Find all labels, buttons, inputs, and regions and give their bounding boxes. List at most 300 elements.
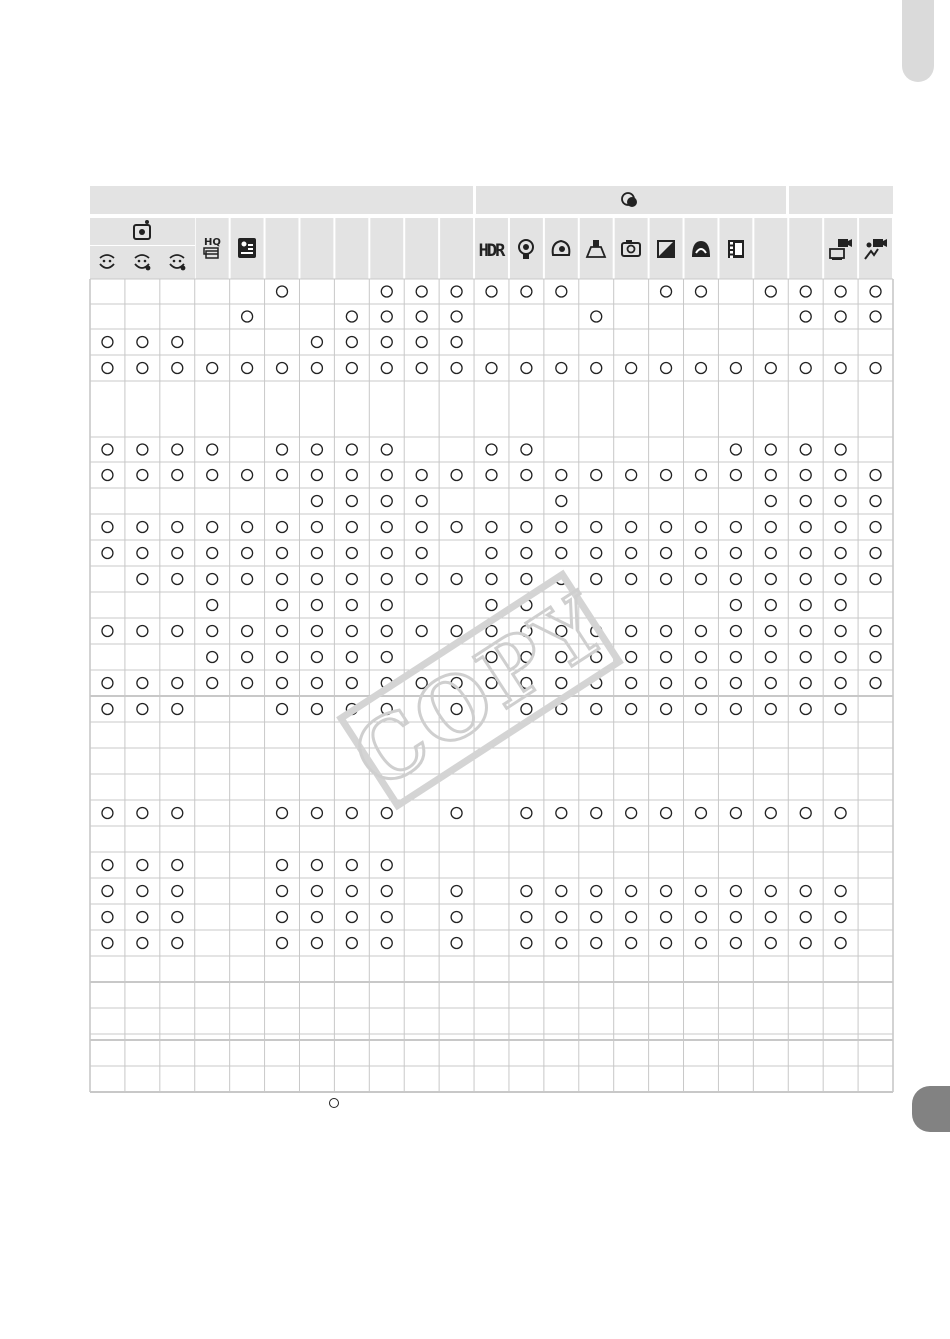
available-mark-icon bbox=[381, 522, 392, 533]
available-mark-icon bbox=[346, 938, 357, 949]
available-mark-icon bbox=[765, 678, 776, 689]
available-mark-icon bbox=[486, 522, 497, 533]
available-mark-icon bbox=[451, 574, 462, 585]
available-mark-icon bbox=[346, 678, 357, 689]
available-mark-icon bbox=[277, 363, 288, 374]
available-mark-icon bbox=[556, 522, 567, 533]
available-mark-icon bbox=[416, 337, 427, 348]
svg-text:HQ: HQ bbox=[204, 237, 221, 248]
available-mark-icon bbox=[451, 808, 462, 819]
available-mark-icon bbox=[870, 652, 881, 663]
available-mark-icon bbox=[172, 337, 183, 348]
available-mark-icon bbox=[835, 363, 846, 374]
available-mark-icon bbox=[137, 626, 148, 637]
available-mark-icon bbox=[765, 548, 776, 559]
available-mark-icon bbox=[137, 444, 148, 455]
available-mark-icon bbox=[835, 548, 846, 559]
available-mark-icon bbox=[242, 548, 253, 559]
available-mark-icon bbox=[451, 337, 462, 348]
available-mark-icon bbox=[835, 626, 846, 637]
available-mark-icon bbox=[661, 363, 672, 374]
available-mark-icon bbox=[102, 548, 113, 559]
available-mark-icon bbox=[835, 574, 846, 585]
available-mark-icon bbox=[661, 470, 672, 481]
available-mark-icon bbox=[591, 548, 602, 559]
available-mark-icon bbox=[765, 652, 776, 663]
available-mark-icon bbox=[870, 678, 881, 689]
available-mark-icon bbox=[591, 938, 602, 949]
available-mark-icon bbox=[137, 678, 148, 689]
available-mark-icon bbox=[591, 808, 602, 819]
available-mark-icon bbox=[416, 311, 427, 322]
available-mark-icon bbox=[695, 363, 706, 374]
available-mark-icon bbox=[346, 912, 357, 923]
available-mark-icon bbox=[626, 363, 637, 374]
available-mark-icon bbox=[661, 678, 672, 689]
available-mark-icon bbox=[381, 286, 392, 297]
available-mark-icon bbox=[661, 548, 672, 559]
available-mark-icon bbox=[416, 496, 427, 507]
available-mark-icon bbox=[800, 363, 811, 374]
available-mark-icon bbox=[730, 600, 741, 611]
available-mark-icon bbox=[381, 808, 392, 819]
available-mark-icon bbox=[277, 286, 288, 297]
available-mark-icon bbox=[172, 470, 183, 481]
available-mark-icon bbox=[311, 626, 322, 637]
available-mark-icon bbox=[416, 574, 427, 585]
available-mark-icon bbox=[207, 574, 218, 585]
available-mark-icon bbox=[765, 286, 776, 297]
available-mark-icon bbox=[800, 886, 811, 897]
available-mark-icon bbox=[730, 626, 741, 637]
available-mark-icon bbox=[800, 444, 811, 455]
available-mark-icon bbox=[626, 652, 637, 663]
available-mark-icon bbox=[207, 652, 218, 663]
available-mark-icon bbox=[137, 574, 148, 585]
available-mark-icon bbox=[521, 363, 532, 374]
available-mark-icon bbox=[521, 678, 532, 689]
available-mark-icon bbox=[765, 470, 776, 481]
available-mark-icon bbox=[346, 704, 357, 715]
available-mark-icon bbox=[346, 311, 357, 322]
available-mark-icon bbox=[346, 808, 357, 819]
available-mark-icon bbox=[102, 678, 113, 689]
available-mark-icon bbox=[137, 522, 148, 533]
available-mark-icon bbox=[207, 522, 218, 533]
available-mark-icon bbox=[102, 912, 113, 923]
available-mark-icon bbox=[311, 678, 322, 689]
available-mark-icon bbox=[381, 626, 392, 637]
available-mark-icon bbox=[626, 704, 637, 715]
available-mark-icon bbox=[451, 522, 462, 533]
available-mark-icon bbox=[311, 444, 322, 455]
available-mark-icon bbox=[172, 548, 183, 559]
available-mark-icon bbox=[695, 626, 706, 637]
available-mark-icon bbox=[765, 886, 776, 897]
available-mark-icon bbox=[765, 808, 776, 819]
svg-text:HDR: HDR bbox=[478, 241, 504, 261]
available-mark-icon bbox=[800, 548, 811, 559]
available-mark-icon bbox=[626, 522, 637, 533]
available-mark-icon bbox=[730, 522, 741, 533]
available-mark-icon bbox=[102, 704, 113, 715]
available-mark-icon bbox=[730, 912, 741, 923]
available-mark-icon bbox=[172, 574, 183, 585]
available-mark-icon bbox=[835, 311, 846, 322]
chapter-tab-bottom bbox=[912, 1086, 950, 1132]
available-mark-icon bbox=[521, 600, 532, 611]
available-mark-icon bbox=[591, 912, 602, 923]
available-mark-icon bbox=[765, 496, 776, 507]
available-mark-icon bbox=[765, 522, 776, 533]
available-mark-icon bbox=[451, 470, 462, 481]
available-mark-icon bbox=[207, 678, 218, 689]
available-mark-icon bbox=[800, 496, 811, 507]
available-mark-icon bbox=[277, 548, 288, 559]
available-mark-icon bbox=[102, 444, 113, 455]
available-mark-icon bbox=[835, 444, 846, 455]
available-mark-icon bbox=[521, 574, 532, 585]
available-mark-icon bbox=[277, 808, 288, 819]
available-mark-icon bbox=[486, 626, 497, 637]
available-mark-icon bbox=[416, 522, 427, 533]
available-mark-icon bbox=[730, 808, 741, 819]
available-mark-icon bbox=[800, 470, 811, 481]
available-mark-icon bbox=[346, 470, 357, 481]
available-mark-icon bbox=[102, 337, 113, 348]
available-mark-icon bbox=[521, 286, 532, 297]
available-mark-icon bbox=[521, 886, 532, 897]
available-mark-icon bbox=[346, 363, 357, 374]
available-mark-icon bbox=[521, 808, 532, 819]
available-mark-icon bbox=[626, 470, 637, 481]
available-mark-icon bbox=[137, 363, 148, 374]
watermark-text: COPY bbox=[336, 572, 625, 808]
available-mark-icon bbox=[661, 912, 672, 923]
available-mark-icon bbox=[765, 600, 776, 611]
available-mark-icon bbox=[346, 496, 357, 507]
available-mark-icon bbox=[800, 808, 811, 819]
available-mark-icon bbox=[451, 363, 462, 374]
available-mark-icon bbox=[172, 704, 183, 715]
legend-available-icon bbox=[329, 1098, 339, 1108]
available-mark-icon bbox=[311, 496, 322, 507]
available-mark-icon bbox=[556, 678, 567, 689]
available-mark-icon bbox=[591, 311, 602, 322]
available-mark-icon bbox=[730, 444, 741, 455]
available-mark-icon bbox=[137, 886, 148, 897]
available-mark-icon bbox=[556, 363, 567, 374]
available-mark-icon bbox=[765, 938, 776, 949]
available-mark-icon bbox=[521, 938, 532, 949]
available-mark-icon bbox=[311, 808, 322, 819]
available-mark-icon bbox=[451, 912, 462, 923]
available-mark-icon bbox=[451, 678, 462, 689]
available-mark-icon bbox=[451, 311, 462, 322]
available-mark-icon bbox=[381, 548, 392, 559]
available-mark-icon bbox=[311, 600, 322, 611]
available-mark-icon bbox=[451, 286, 462, 297]
available-mark-icon bbox=[381, 574, 392, 585]
available-mark-icon bbox=[626, 574, 637, 585]
available-mark-icon bbox=[172, 522, 183, 533]
available-mark-icon bbox=[102, 626, 113, 637]
available-mark-icon bbox=[870, 548, 881, 559]
available-mark-icon bbox=[870, 286, 881, 297]
available-mark-icon bbox=[870, 522, 881, 533]
available-mark-icon bbox=[311, 860, 322, 871]
available-mark-icon bbox=[451, 938, 462, 949]
available-mark-icon bbox=[695, 548, 706, 559]
available-mark-icon bbox=[346, 548, 357, 559]
available-mark-icon bbox=[835, 496, 846, 507]
available-mark-icon bbox=[381, 704, 392, 715]
table-header bbox=[90, 186, 893, 279]
available-mark-icon bbox=[556, 808, 567, 819]
available-mark-icon bbox=[207, 626, 218, 637]
available-mark-icon bbox=[765, 363, 776, 374]
available-mark-icon bbox=[695, 678, 706, 689]
available-mark-icon bbox=[730, 704, 741, 715]
available-mark-icon bbox=[626, 548, 637, 559]
available-mark-icon bbox=[661, 938, 672, 949]
available-mark-icon bbox=[695, 470, 706, 481]
available-mark-icon bbox=[381, 938, 392, 949]
available-mark-icon bbox=[172, 678, 183, 689]
available-mark-icon bbox=[661, 808, 672, 819]
available-mark-icon bbox=[556, 938, 567, 949]
available-mark-icon bbox=[346, 652, 357, 663]
available-mark-icon bbox=[311, 522, 322, 533]
available-mark-icon bbox=[486, 444, 497, 455]
available-mark-icon bbox=[277, 626, 288, 637]
available-mark-icon bbox=[137, 548, 148, 559]
available-mark-icon bbox=[695, 574, 706, 585]
available-mark-icon bbox=[800, 522, 811, 533]
available-mark-icon bbox=[242, 678, 253, 689]
available-mark-icon bbox=[346, 337, 357, 348]
available-mark-icon bbox=[207, 363, 218, 374]
available-mark-icon bbox=[242, 652, 253, 663]
available-mark-icon bbox=[172, 363, 183, 374]
available-mark-icon bbox=[486, 363, 497, 374]
available-mark-icon bbox=[381, 337, 392, 348]
available-mark-icon bbox=[626, 912, 637, 923]
available-mark-icon bbox=[556, 912, 567, 923]
available-mark-icon bbox=[137, 337, 148, 348]
available-mark-icon bbox=[695, 704, 706, 715]
available-mark-icon bbox=[381, 444, 392, 455]
available-mark-icon bbox=[765, 704, 776, 715]
available-mark-icon bbox=[486, 470, 497, 481]
available-mark-icon bbox=[870, 574, 881, 585]
available-mark-icon bbox=[800, 311, 811, 322]
available-mark-icon bbox=[102, 860, 113, 871]
available-mark-icon bbox=[102, 938, 113, 949]
available-mark-icon bbox=[695, 286, 706, 297]
available-mark-icon bbox=[730, 363, 741, 374]
available-mark-icon bbox=[765, 574, 776, 585]
available-mark-icon bbox=[556, 574, 567, 585]
available-mark-icon bbox=[277, 522, 288, 533]
available-mark-icon bbox=[591, 652, 602, 663]
available-mark-icon bbox=[695, 912, 706, 923]
available-mark-icon bbox=[381, 886, 392, 897]
available-mark-icon bbox=[137, 860, 148, 871]
available-mark-icon bbox=[207, 470, 218, 481]
available-mark-icon bbox=[800, 626, 811, 637]
table-grid-lines bbox=[90, 279, 893, 1092]
available-mark-icon bbox=[102, 363, 113, 374]
available-mark-icon bbox=[311, 704, 322, 715]
available-mark-icon bbox=[277, 860, 288, 871]
available-mark-icon bbox=[416, 626, 427, 637]
available-mark-icon bbox=[311, 886, 322, 897]
available-mark-icon bbox=[172, 886, 183, 897]
available-mark-icon bbox=[521, 626, 532, 637]
available-mark-icon bbox=[661, 522, 672, 533]
portrait-mode-icon bbox=[238, 238, 256, 258]
available-mark-icon bbox=[381, 496, 392, 507]
available-mark-icon bbox=[730, 470, 741, 481]
available-mark-icon bbox=[346, 626, 357, 637]
available-mark-icon bbox=[556, 496, 567, 507]
available-mark-icon bbox=[346, 886, 357, 897]
available-mark-icon bbox=[730, 574, 741, 585]
available-mark-icon bbox=[661, 652, 672, 663]
available-mark-icon bbox=[277, 470, 288, 481]
available-mark-icon bbox=[835, 704, 846, 715]
available-mark-icon bbox=[626, 808, 637, 819]
available-mark-icon bbox=[242, 574, 253, 585]
available-mark-icon bbox=[835, 286, 846, 297]
available-mark-icon bbox=[661, 704, 672, 715]
available-mark-icon bbox=[172, 912, 183, 923]
available-mark-icon bbox=[381, 678, 392, 689]
available-mark-icon bbox=[556, 704, 567, 715]
available-mark-icon bbox=[172, 808, 183, 819]
available-mark-icon bbox=[626, 938, 637, 949]
available-mark-icon bbox=[381, 912, 392, 923]
available-mark-icon bbox=[172, 860, 183, 871]
available-mark-icon bbox=[556, 470, 567, 481]
available-mark-icon bbox=[800, 286, 811, 297]
available-mark-icon bbox=[381, 652, 392, 663]
available-mark-icon bbox=[695, 808, 706, 819]
available-mark-icon bbox=[277, 600, 288, 611]
available-mark-icon bbox=[661, 574, 672, 585]
available-mark-icon bbox=[870, 363, 881, 374]
available-mark-icon bbox=[277, 444, 288, 455]
available-mark-icon bbox=[556, 626, 567, 637]
available-mark-icon bbox=[835, 652, 846, 663]
available-mark-icon bbox=[835, 678, 846, 689]
available-mark-icon bbox=[870, 496, 881, 507]
available-mark-icon bbox=[102, 886, 113, 897]
available-mark-icon bbox=[311, 470, 322, 481]
available-mark-icon bbox=[870, 311, 881, 322]
available-mark-icon bbox=[486, 286, 497, 297]
available-mark-icon bbox=[870, 470, 881, 481]
available-mark-icon bbox=[172, 938, 183, 949]
available-mark-icon bbox=[730, 652, 741, 663]
available-mark-icon bbox=[137, 470, 148, 481]
available-mark-icon bbox=[102, 808, 113, 819]
available-mark-icon bbox=[381, 311, 392, 322]
available-mark-icon bbox=[521, 522, 532, 533]
available-mark-icon bbox=[277, 574, 288, 585]
available-mark-icon bbox=[556, 286, 567, 297]
available-mark-icon bbox=[835, 600, 846, 611]
available-mark-icon bbox=[416, 548, 427, 559]
available-mark-icon bbox=[277, 938, 288, 949]
film-icon bbox=[728, 240, 744, 258]
available-mark-icon bbox=[311, 912, 322, 923]
available-mark-icon bbox=[277, 652, 288, 663]
available-mark-icon bbox=[521, 912, 532, 923]
hdr-icon bbox=[479, 241, 506, 261]
available-mark-icon bbox=[521, 548, 532, 559]
available-mark-icon bbox=[311, 574, 322, 585]
available-mark-icon bbox=[486, 600, 497, 611]
available-mark-icon bbox=[800, 652, 811, 663]
available-mark-icon bbox=[626, 886, 637, 897]
available-mark-icon bbox=[800, 600, 811, 611]
available-mark-icon bbox=[416, 678, 427, 689]
available-mark-icon bbox=[556, 652, 567, 663]
available-mark-icon bbox=[311, 548, 322, 559]
available-mark-icon bbox=[486, 678, 497, 689]
available-mark-icon bbox=[137, 912, 148, 923]
available-mark-icon bbox=[416, 470, 427, 481]
available-mark-icon bbox=[835, 886, 846, 897]
available-mark-icon bbox=[207, 444, 218, 455]
available-mark-icon bbox=[765, 626, 776, 637]
available-mark-icon bbox=[242, 626, 253, 637]
available-mark-icon bbox=[556, 548, 567, 559]
available-mark-icon bbox=[800, 678, 811, 689]
available-mark-icon bbox=[591, 626, 602, 637]
available-mark-icon bbox=[277, 678, 288, 689]
available-mark-icon bbox=[311, 337, 322, 348]
available-mark-icon bbox=[800, 938, 811, 949]
available-mark-icon bbox=[556, 886, 567, 897]
available-mark-icon bbox=[800, 704, 811, 715]
available-mark-icon bbox=[730, 548, 741, 559]
available-mark-icon bbox=[661, 286, 672, 297]
available-mark-icon bbox=[172, 626, 183, 637]
available-mark-icon bbox=[835, 808, 846, 819]
available-mark-icon bbox=[695, 522, 706, 533]
available-mark-icon bbox=[207, 600, 218, 611]
available-mark-icon bbox=[137, 808, 148, 819]
available-mark-icon bbox=[277, 704, 288, 715]
available-mark-icon bbox=[870, 626, 881, 637]
available-mark-icon bbox=[486, 548, 497, 559]
available-mark-icon bbox=[451, 886, 462, 897]
available-mark-icon bbox=[695, 652, 706, 663]
available-mark-icon bbox=[521, 444, 532, 455]
available-mark-icon bbox=[311, 363, 322, 374]
available-mark-icon bbox=[416, 286, 427, 297]
available-mark-icon bbox=[346, 574, 357, 585]
available-mark-icon bbox=[800, 912, 811, 923]
available-mark-icon bbox=[835, 522, 846, 533]
available-mark-icon bbox=[591, 363, 602, 374]
available-mark-icon bbox=[730, 886, 741, 897]
available-mark-icon bbox=[451, 626, 462, 637]
available-mark-icon bbox=[486, 652, 497, 663]
